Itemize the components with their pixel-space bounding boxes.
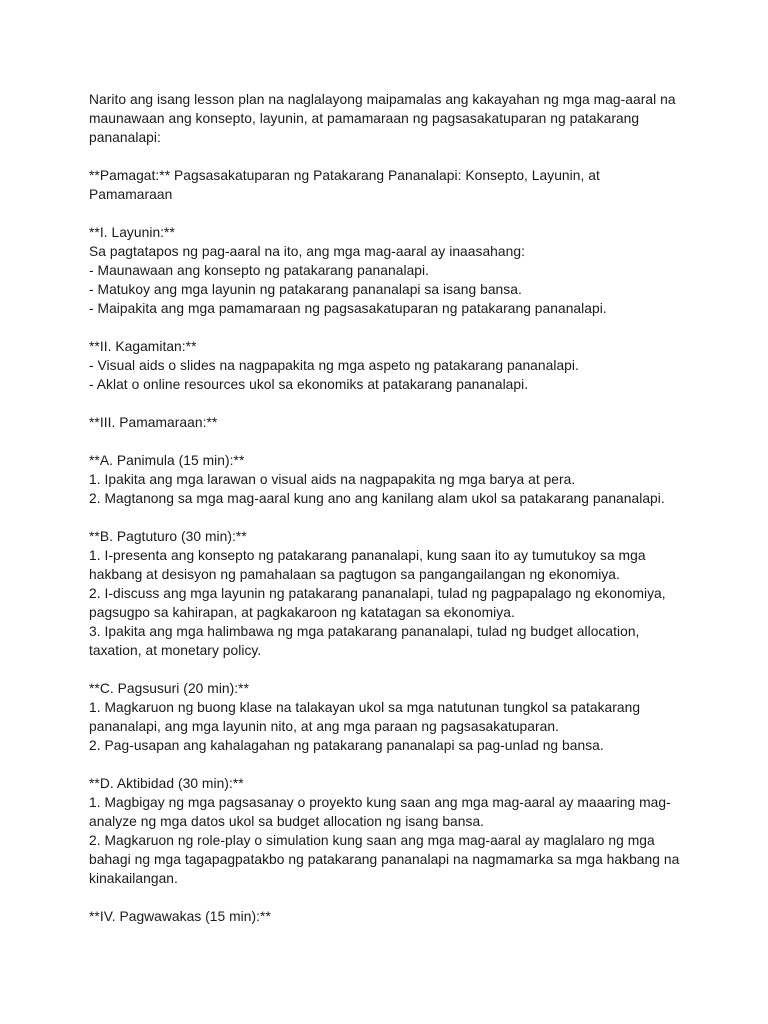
section-line: 2. I-discuss ang mga layunin ng patakarang pananalapi, tulad ng pagpapalago ng ekonomiya,: [89, 586, 666, 601]
section-aktibidad: [89, 774, 689, 888]
section-line: 1. I-presenta ang konsepto ng patakarang pananalapi, kung saan ito ay tumutukoy sa mga: [89, 548, 646, 563]
section-line: 3. Ipakita ang mga halimbawa ng mga patakarang pananalapi, tulad ng budget allocation,: [89, 624, 640, 639]
section-line: - Maipakita ang mga pamamaraan ng pagsasakatuparan ng patakarang pananalapi.: [89, 301, 607, 316]
section-line: 1. Magbigay ng mga pagsasanay o proyekto kung saan ang mga mag-aaral ay maaaring mag-: [89, 795, 671, 810]
section-kagamitan: [89, 337, 689, 394]
section-pagwawakas: [89, 907, 689, 926]
section-line: 2. Pag-usapan ang kahalagahan ng patakarang pananalapi sa pag-unlad ng bansa.: [89, 738, 604, 753]
section-heading: **I. Layunin:**: [89, 225, 175, 240]
section-pagsusuri: [89, 679, 689, 755]
section-panimula: [89, 451, 689, 508]
section-line: 2. Magkaruon ng role-play o simulation kung saan ang mga mag-aaral ay maglalaro ng mga: [89, 833, 655, 848]
document-body: [89, 90, 689, 945]
section-heading: **IV. Pagwawakas (15 min):**: [89, 909, 271, 924]
section-heading: **III. Pamamaraan:**: [89, 415, 218, 430]
section-line: - Visual aids o slides na nagpapakita ng mga aspeto ng patakarang pananalapi.: [89, 358, 579, 373]
section-line: 2. Magtanong sa mga mag-aaral kung ano ang kanilang alam ukol sa patakarang pananalapi.: [89, 491, 665, 506]
section-line: - Matukoy ang mga layunin ng patakarang pananalapi sa isang bansa.: [89, 282, 522, 297]
section-heading: **II. Kagamitan:**: [89, 339, 197, 354]
section-line: taxation, at monetary policy.: [89, 643, 262, 658]
title-line: Pamamaraan: [89, 187, 173, 202]
title-line: **Pamagat:** Pagsasakatuparan ng Patakarang Pananalapi: Konsepto, Layunin, at: [89, 168, 600, 183]
section-heading: **C. Pagsusuri (20 min):**: [89, 681, 250, 696]
section-line: - Maunawaan ang konsepto ng patakarang pananalapi.: [89, 263, 430, 278]
section-layunin: [89, 223, 689, 318]
section-line: 1. Magkaruon ng buong klase na talakayan ukol sa mga natutunan tungkol sa patakarang: [89, 700, 641, 715]
section-line: 1. Ipakita ang mga larawan o visual aids na nagpapakita ng mga barya at pera.: [89, 472, 576, 487]
section-line: bahagi ng mga tagapagpatakbo ng patakarang pananalapi na nagmamarka sa mga hakbang na: [89, 852, 680, 867]
section-heading: **D. Aktibidad (30 min):**: [89, 776, 244, 791]
title-paragraph: [89, 166, 689, 204]
section-pagtuturo: [89, 527, 689, 660]
intro-line: maunawaan ang konsepto, layunin, at pamamaraan ng pagsasakatuparan ng patakarang: [89, 111, 640, 126]
section-line: kinakailangan.: [89, 871, 178, 886]
intro-line: pananalapi:: [89, 130, 161, 145]
section-line: pagsugpo sa kahirapan, at pagkakaroon ng katatagan sa ekonomiya.: [89, 605, 515, 620]
section-line: hakbang at desisyon ng pamahalaan sa pagtugon sa pangangailangan ng ekonomiya.: [89, 567, 620, 582]
section-line: pananalapi, ang mga layunin nito, at ang mga paraan ng pagsasakatuparan.: [89, 719, 559, 734]
section-line: - Aklat o online resources ukol sa ekonomiks at patakarang pananalapi.: [89, 377, 529, 392]
section-pamamaraan: [89, 413, 689, 432]
section-line: Sa pagtatapos ng pag-aaral na ito, ang mga mag-aaral ay inaasahang:: [89, 244, 525, 259]
section-line: analyze ng mga datos ukol sa budget allocation ng isang bansa.: [89, 814, 485, 829]
intro-line: Narito ang isang lesson plan na naglalayong maipamalas ang kakayahan ng mga mag-aaral na: [89, 92, 676, 107]
section-heading: **A. Panimula (15 min):**: [89, 453, 245, 468]
section-heading: **B. Pagtuturo (30 min):**: [89, 529, 247, 544]
intro-paragraph: [89, 90, 689, 147]
